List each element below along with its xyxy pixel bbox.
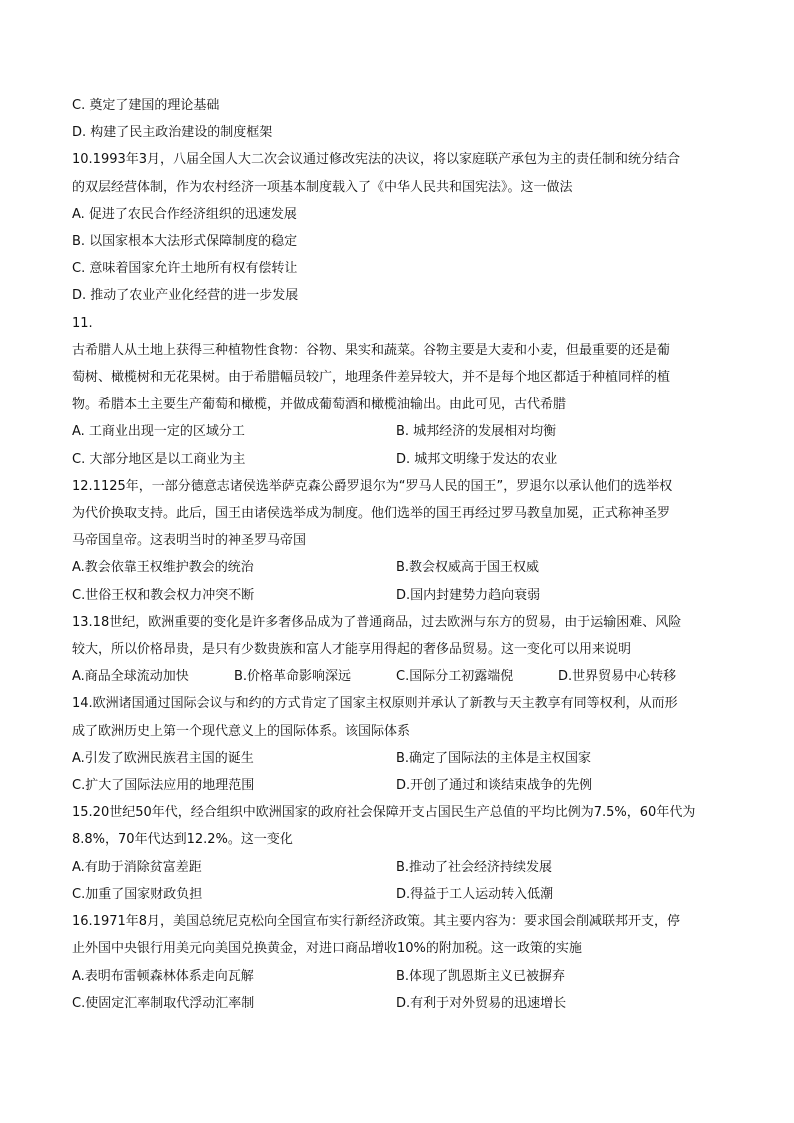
q12-stem-line-1: 12.1125年，一部分德意志诸侯选举萨克森公爵罗退尔为“罗马人民的国王”，罗退尔以承认他们的选举权 <box>72 478 673 494</box>
q15-options-row-1 <box>72 854 732 881</box>
q16-option-d: D.有利于对外贸易的迅速增长 <box>396 995 567 1011</box>
q16-option-a: A.表明布雷顿森林体系走向瓦解 <box>72 968 254 984</box>
q15-options-row-2 <box>72 881 732 908</box>
q13-option-c: C.国际分工初露端倪 <box>396 669 514 685</box>
q12-options-row-2 <box>72 582 732 609</box>
q11-option-c: C. 大部分地区是以工商业为主 <box>72 451 246 467</box>
q14-options-row-1 <box>72 745 732 772</box>
q12-options-row-1 <box>72 554 732 581</box>
q10-option-d: D. 推动了农业产业化经营的进一步发展 <box>72 288 299 304</box>
q14-stem-line-1: 14.欧洲诸国通过国际会议与和约的方式肯定了国家主权原则并承认了新教与天主教享有同等权利，从而形 <box>72 696 678 712</box>
exam-page <box>72 92 732 1017</box>
q11-stem-line-1: 古希腊人从土地上获得三种植物性食物：谷物、果实和蔬菜。谷物主要是大麦和小麦，但最重要的还是葡 <box>72 342 671 358</box>
q15-stem-line-2: 8.8%，70年代达到12.2%。这一变化 <box>72 832 293 848</box>
q14-options-row-2 <box>72 772 732 799</box>
q14-option-c: C.扩大了国际法应用的地理范围 <box>72 778 255 794</box>
q16-stem-line-2: 止外国中央银行用美元向美国兑换黄金，对进口商品增收10%的附加税。这一政策的实施 <box>72 941 582 957</box>
q15-option-a: A.有助于消除贫富差距 <box>72 859 202 875</box>
q11-options-row-1 <box>72 418 732 445</box>
q16-options-row-1 <box>72 963 732 990</box>
q14-option-b: B.确定了国际法的主体是主权国家 <box>396 750 592 766</box>
q12-stem-line-2: 为代价换取支持。此后，国王由诸侯选举成为制度。他们选举的国王再经过罗马教皇加冕，正式称神圣罗 <box>72 506 671 522</box>
q14-option-d: D.开创了通过和谈结束战争的先例 <box>396 778 593 794</box>
q10-option-c: C. 意味着国家允许土地所有权有偿转让 <box>72 261 298 277</box>
q12-option-a: A.教会依靠王权维护教会的统治 <box>72 560 254 576</box>
q11-option-d: D. 城邦文明缘于发达的农业 <box>396 451 558 467</box>
q13-option-d: D.世界贸易中心转移 <box>558 669 677 685</box>
q16-stem-line-1: 16.1971年8月，美国总统尼克松向全国宣布实行新经济政策。其主要内容为：要求国会削减联邦开支，停 <box>72 914 681 930</box>
q15-option-d: D.得益于工人运动转入低潮 <box>396 886 554 902</box>
q10-stem-line-2: 的双层经营体制，作为农村经济一项基本制度载入了《中华人民共和国宪法》。这一做法 <box>72 179 573 195</box>
q16-option-c: C.使固定汇率制取代浮动汇率制 <box>72 995 255 1011</box>
q9-option-d: D. 构建了民主政治建设的制度框架 <box>72 125 273 141</box>
q13-option-a: A.商品全球流动加快 <box>72 669 189 685</box>
q16-options-row-2 <box>72 990 732 1017</box>
q11-stem-line-2: 萄树、橄榄树和无花果树。由于希腊幅员较广，地理条件差异较大，并不是每个地区都适于种植同样的植 <box>72 370 671 386</box>
q11-options-row-2 <box>72 446 732 473</box>
q12-stem-line-3: 马帝国皇帝。这表明当时的神圣罗马帝国 <box>72 533 307 549</box>
q11-option-a: A. 工商业出现一定的区域分工 <box>72 424 245 440</box>
q13-stem-line-1: 13.18世纪，欧洲重要的变化是许多奢侈品成为了普通商品，过去欧洲与东方的贸易，由于运输困难、风险 <box>72 614 682 630</box>
q11-stem-line-3: 物。希腊本土主要生产葡萄和橄榄，并做成葡萄酒和橄榄油输出。由此可见，古代希腊 <box>72 397 567 413</box>
q11-number: 11. <box>72 315 93 331</box>
q10-option-b: B. 以国家根本大法形式保障制度的稳定 <box>72 234 298 250</box>
q15-option-c: C.加重了国家财政负担 <box>72 886 203 902</box>
q13-option-b: B.价格革命影响深远 <box>234 669 352 685</box>
q14-stem-line-2: 成了欧洲历史上第一个现代意义上的国际体系。该国际体系 <box>72 723 411 739</box>
q13-stem-line-2: 较大，所以价格昂贵，是只有少数贵族和富人才能享用得起的奢侈品贸易。这一变化可以用来说明 <box>72 642 632 658</box>
q9-option-c: C. 奠定了建国的理论基础 <box>72 98 220 113</box>
q14-option-a: A.引发了欧洲民族君主国的诞生 <box>72 750 254 766</box>
q10-stem-line-1: 10.1993年3月，八届全国人大二次会议通过修改宪法的决议，将以家庭联产承包为主的责任制和统分结合 <box>72 152 681 168</box>
q11-option-b: B. 城邦经济的发展相对均衡 <box>396 424 557 440</box>
q12-option-d: D.国内封建势力趋向衰弱 <box>396 587 541 603</box>
q15-stem-line-1: 15.20世纪50年代，经合组织中欧洲国家的政府社会保障开支占国民生产总值的平均比例为7.5%，60年代为 <box>72 805 696 821</box>
q15-option-b: B.推动了社会经济持续发展 <box>396 859 553 875</box>
q10-option-a: A. 促进了农民合作经济组织的迅速发展 <box>72 206 297 222</box>
q12-option-c: C.世俗王权和教会权力冲突不断 <box>72 587 255 603</box>
q13-options-row <box>72 663 732 690</box>
q12-option-b: B.教会权威高于国王权威 <box>396 560 540 576</box>
q16-option-b: B.体现了凯恩斯主义已被摒弃 <box>396 968 566 984</box>
